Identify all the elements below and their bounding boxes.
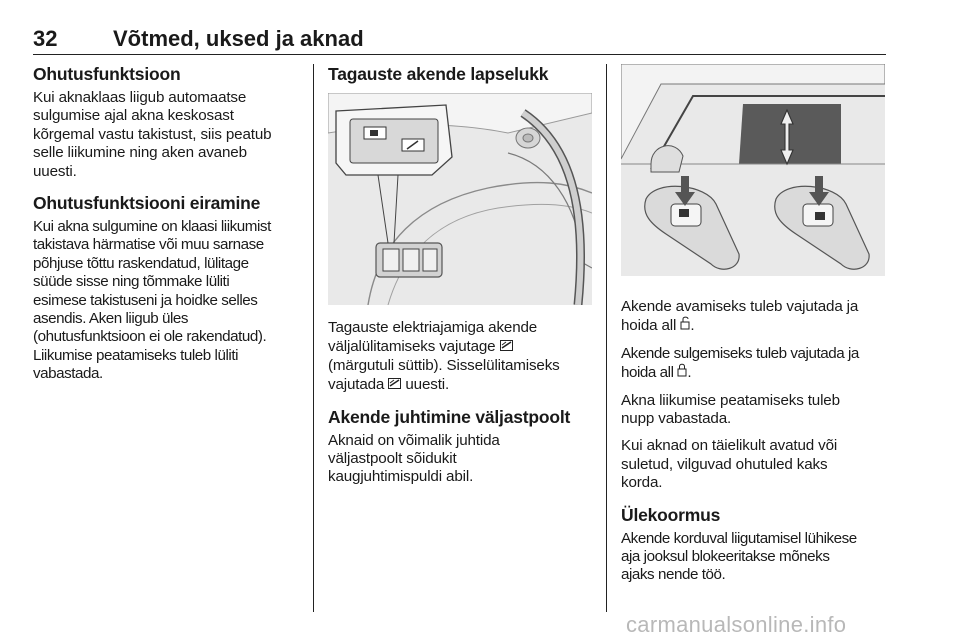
remote-key-illustration [621,64,885,276]
text-line: selle liikumine ning aken avaneb [33,144,247,162]
column-1 [33,64,305,393]
text-line: Aknaid on võimalik juhtida [328,431,500,449]
text-line: asendis. Aken liigub üles [33,310,189,328]
column-3 [621,64,889,594]
text-line: Kui aknaklaas liigub automaatse [33,89,247,106]
text-line: aja jooksul blokeeritakse mõneks [621,548,830,566]
text-line: takistava härmatise või muu sarnase [33,236,264,254]
chapter-title: Võtmed, uksed ja aknad [113,26,364,51]
text-line: Kui akna sulgumine on klaasi liikumist [33,218,271,236]
text-line: Akende sulgemiseks tuleb vajutada ja [621,344,859,362]
page-number: 32 [33,26,58,51]
text-line: uuesti. [33,162,77,180]
section-heading-safety-function: Ohutusfunktsioon [33,64,181,84]
text-line: Kui aknad on täielikult avatud või [621,437,838,455]
watermark: carmanualsonline.info [626,612,847,637]
text-line: süüde sisse ning tõmmake lüliti [33,273,230,291]
text-line: Akna liikumise peatamiseks tuleb [621,391,840,409]
window-lock-icon [388,375,401,393]
page-header [33,24,886,55]
column-divider-1 [313,64,314,612]
paragraph-hazard-lights [621,437,889,492]
text-line: kaugjuhtimispuldi abil. [328,468,474,486]
text-line: ajaks nende töö. [621,566,726,584]
text-line: sulgumise ajal akna keskosast [33,107,234,125]
text-line: põhjuse tõttu raskendatud, lülitage [33,254,249,272]
column-divider-2 [606,64,607,612]
text-line: Tagauste elektriajamiga akende [328,319,538,336]
paragraph-open-windows [621,298,889,336]
text-line: väljalülitamiseks vajutage [328,338,496,356]
text-line: (märgutuli süttib). Sisselülitamiseks [328,356,560,374]
lock-icon [677,363,687,381]
section-heading-child-lock: Tagauste akende lapselukk [328,64,549,84]
text-line: uuesti. [405,376,450,394]
text-line: Akende avamiseks tuleb vajutada ja [621,298,859,315]
text-line: vajutada [328,376,385,394]
section-heading-remote-control: Akende juhtimine väljastpoolt [328,406,571,427]
text-line: suletud, vilguvad ohutuled kaks [621,455,828,473]
text-line: . [690,317,695,335]
door-panel-illustration [328,93,592,305]
paragraph-close-windows [621,345,889,383]
text-line: väljastpoolt sõidukit [328,450,457,468]
section-heading-overload: Ülekoormus [621,504,721,525]
text-line: hoida all [621,317,677,335]
paragraph-override [33,218,305,384]
text-line: esimese takistuseni ja hoidke selles [33,291,258,309]
paragraph-overload [621,530,889,585]
text-line: kõrgemal vastu takistust, siis peatub [33,125,272,143]
text-line: korda. [621,474,663,492]
text-line: . [687,364,692,382]
paragraph-remote-control [328,432,598,487]
paragraph-child-lock [328,319,598,395]
text-line: nupp vabastada. [621,410,732,428]
unlock-icon [680,316,690,334]
paragraph-stop-movement [621,392,889,429]
column-2 [328,64,598,496]
text-line: Liikumise peatamiseks tuleb lüliti [33,346,239,364]
paragraph-safety-function [33,89,305,181]
text-line: Akende korduval liigutamisel lühikese [621,529,857,547]
window-lock-icon [500,337,513,355]
text-line: vabastada. [33,365,103,383]
text-line: hoida all [621,364,674,382]
section-heading-override: Ohutusfunktsiooni eiramine [33,193,261,214]
text-line: (ohutusfunktsioon ei ole rakendatud). [33,328,267,346]
